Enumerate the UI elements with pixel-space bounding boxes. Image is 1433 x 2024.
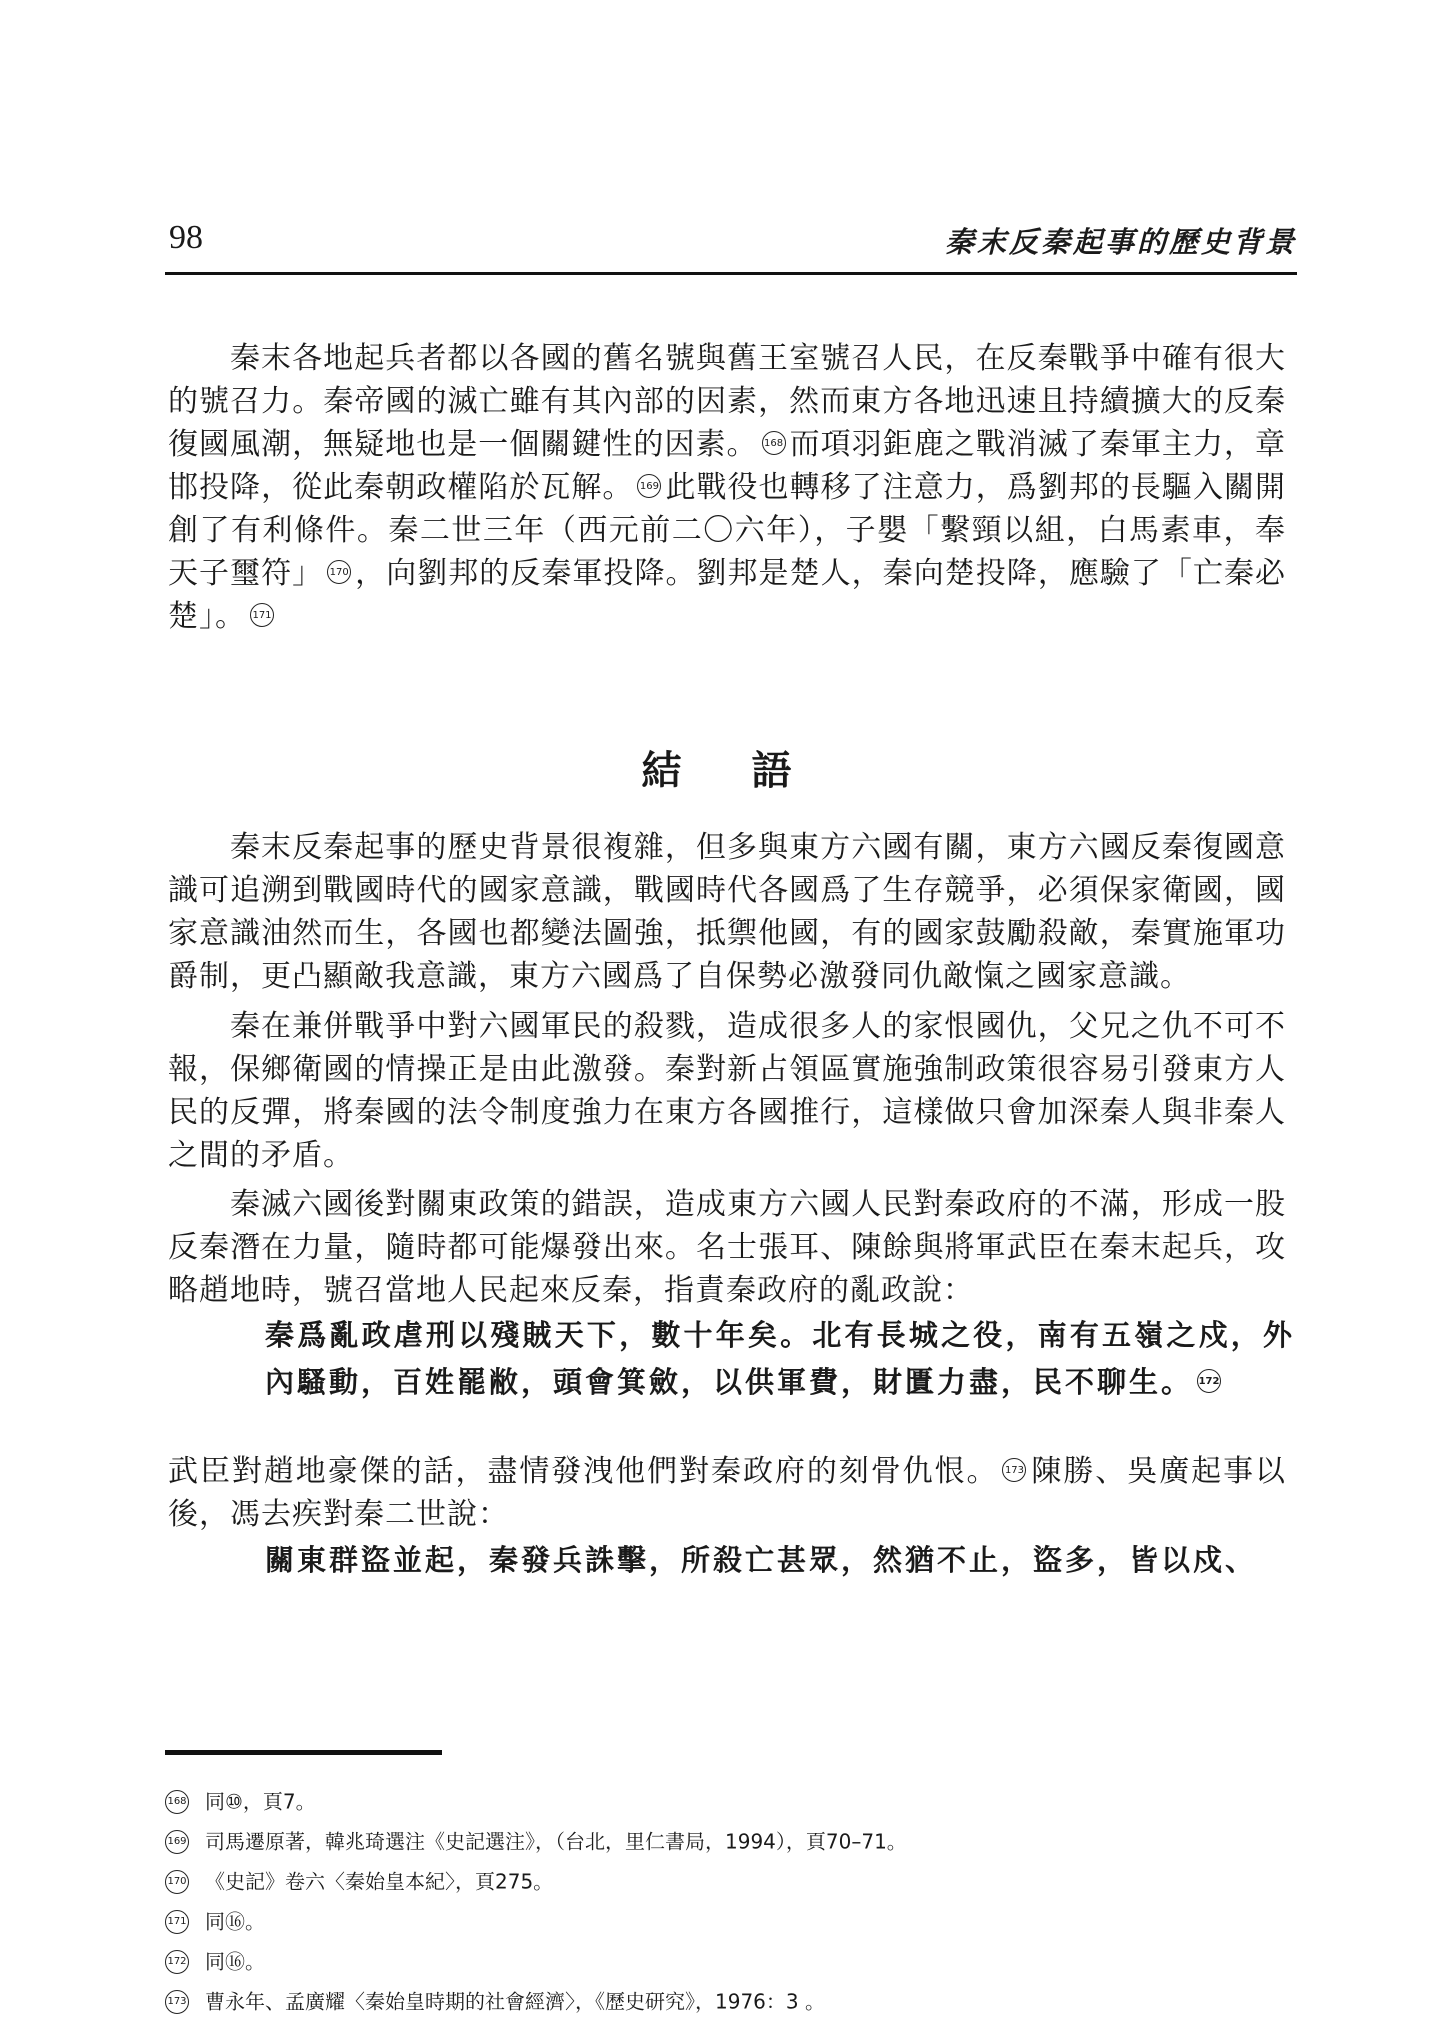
block-quote-2: 關東群盜並起，秦發兵誅擊，所殺亡甚眾，然猶不止，盜多，皆以戍、 [265,1543,1258,1577]
running-title: 秦末反秦起事的歷史背景 [944,225,1297,259]
section-title: 結語 [641,748,862,794]
footnote-item [165,1820,1265,1860]
block-quote-1: 秦爲亂政虐刑以殘賊天下，數十年矣。北有長城之役，南有五嶺之戍，外內騷動，百姓罷敝，頭會箕斂，以供軍費，財匱力盡，民不聊生。 172 [265,1318,1295,1399]
page-header [165,212,1297,275]
footnote-item [165,1940,1265,1980]
body-paragraph-3: 秦在兼併戰爭中對六國軍民的殺戮，造成很多人的家恨國仇，父兄之仇不可不報，保鄉衛國的情操正是由此激發。秦對新占領區實施強制政策很容易引發東方人民的反彈，將秦國的法令制度強力在東方各國推行，這樣做只會加深秦人與非秦人之間的矛盾。 [168,1009,1286,1173]
footnote-item [165,1980,1265,2020]
footnote-number: 170 [165,1870,189,1894]
body-paragraph-4: 秦滅六國後對關東政策的錯誤，造成東方六國人民對秦政府的不滿，形成一股反秦潛在力量，隨時都可能爆發出來。名士張耳、陳餘與將軍武臣在秦末起兵，攻略趙地時，號召當地人民起來反秦，指責秦政府的亂政說： [168,1187,1286,1308]
footnote-list [165,1780,1265,2020]
footnote-text: 同⑯。 [205,1949,265,1974]
footnote-text: 司馬遷原著，韓兆琦選注《史記選注》，（台北，里仁書局，1994），頁70–71。 [205,1829,907,1854]
page-number: 98 [169,219,203,256]
footnote-ref-171[interactable]: 171 [250,603,274,627]
footnote-ref-170[interactable]: 170 [327,560,351,584]
footnote-text: 同⑩，頁7。 [205,1789,316,1814]
body-paragraph-2: 秦末反秦起事的歷史背景很複雜，但多與東方六國有關，東方六國反秦復國意識可追溯到戰國時代的國家意識，戰國時代各國爲了生存競爭，必須保家衛國，國家意識油然而生，各國也都變法圖強，抵禦他國，有的國家鼓勵殺敵，秦實施軍功爵制，更凸顯敵我意識，東方六國爲了自保勢必激發同仇敵愾之國家意識。 [168,830,1286,994]
body-paragraph-1: 秦末各地起兵者都以各國的舊名號與舊王室號召人民，在反秦戰爭中確有很大的號召力。秦帝國的滅亡雖有其內部的因素，然而東方各地迅速且持續擴大的反秦復國風潮，無疑地也是一個關鍵性的因素。 168 而項羽鉅鹿之戰消滅了秦軍主力，章邯投降，從此秦朝政權陷於瓦解。 169 此戰役也轉移了注意力，爲劉邦的長驅入關開創了有利條件。秦二世三年（西元前二〇六年），子嬰「繫頸以組，白馬素車，奉天子璽符」 170 ，向劉邦的反秦軍投降。劉邦是楚人，秦向楚投降，應驗了「亡秦必楚」。 171 [168,341,1287,634]
footnote-ref-169[interactable]: 169 [637,474,661,498]
footnote-number: 172 [165,1950,189,1974]
footnote-number: 171 [165,1910,189,1934]
footnote-number: 169 [165,1830,189,1854]
footnote-separator [165,1750,442,1755]
footnote-text: 《史記》卷六〈秦始皇本紀〉，頁275。 [205,1869,554,1894]
footnote-ref-172[interactable]: 172 [1197,1369,1221,1393]
body-paragraph-5: 武臣對趙地豪傑的話，盡情發洩他們對秦政府的刻骨仇恨。 173 陳勝、吳廣起事以後，馮去疾對秦二世說： [168,1454,1287,1532]
footnote-text: 同⑯。 [205,1909,265,1934]
footnote-text: 曹永年、孟廣耀〈秦始皇時期的社會經濟〉，《歷史研究》，1976：3 。 [205,1989,825,2014]
footnote-ref-168[interactable]: 168 [762,431,786,455]
footnote-number: 168 [165,1790,189,1814]
footnote-number: 173 [165,1990,189,2014]
footnote-item [165,1900,1265,1940]
footnote-item [165,1860,1265,1900]
footnote-item [165,1780,1265,1820]
footnote-ref-173[interactable]: 173 [1002,1458,1026,1482]
